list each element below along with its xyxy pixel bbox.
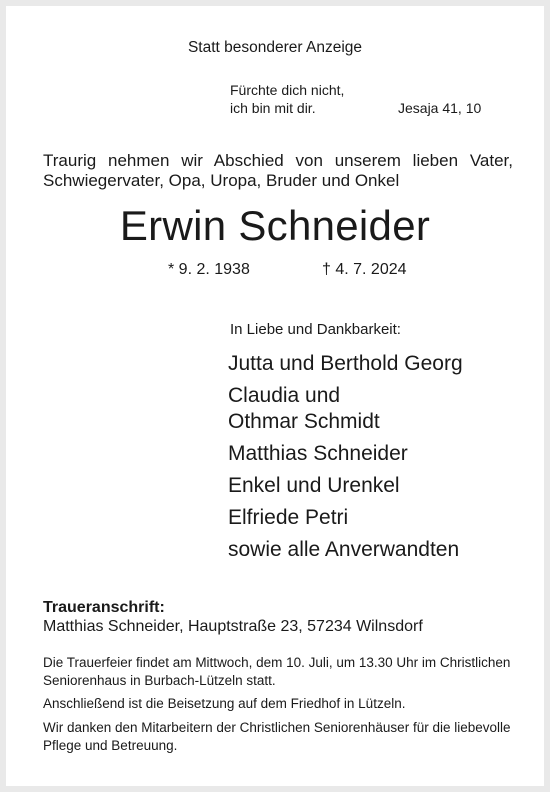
- mourner-name: Matthias Schneider: [228, 442, 408, 465]
- intro-line-1: Traurig nehmen wir Abschied von unserem lieben Vater,: [43, 151, 513, 170]
- verse-reference: Jesaja 41, 10: [398, 100, 482, 116]
- verse-line-1: Fürchte dich nicht,: [230, 82, 345, 98]
- mourners-list: [228, 351, 463, 563]
- mourners-heading: In Liebe und Dankbarkeit:: [230, 321, 401, 338]
- gratitude-note: Wir danken den Mitarbeitern der Christlichen Seniorenhäuser für die liebevolle Pflege und Betreuung.: [43, 720, 511, 753]
- deceased-name: Erwin Schneider: [119, 202, 431, 249]
- funeral-info: Die Trauerfeier findet am Mittwoch, dem 10. Juli, um 13.30 Uhr im Christlichen Seniorenhaus in Burbach-Lützeln statt.: [43, 655, 511, 688]
- mourner-name: sowie alle Anverwandten: [228, 538, 460, 561]
- mourner-name: Enkel und Urenkel: [228, 474, 400, 497]
- mourner-name: Othmar Schmidt: [228, 410, 380, 433]
- mourner-name: Jutta und Berthold Georg: [228, 352, 463, 375]
- obituary-notice: [6, 6, 544, 786]
- burial-info: Anschließend ist die Beisetzung auf dem Friedhof in Lützeln.: [43, 696, 406, 711]
- address-value: Matthias Schneider, Hauptstraße 23, 57234 Wilnsdorf: [43, 618, 423, 635]
- notice-header: Statt besonderer Anzeige: [187, 39, 363, 56]
- birth-date: * 9. 2. 1938: [168, 261, 250, 278]
- verse-line-2: ich bin mit dir.: [230, 100, 316, 116]
- intro-line-2: Schwiegervater, Opa, Uropa, Bruder und Onkel: [43, 171, 400, 190]
- mourner-name: Elfriede Petri: [228, 506, 349, 529]
- death-date: † 4. 7. 2024: [322, 261, 407, 278]
- mourner-name: Claudia und: [228, 384, 341, 407]
- address-label: Traueranschrift:: [43, 599, 165, 616]
